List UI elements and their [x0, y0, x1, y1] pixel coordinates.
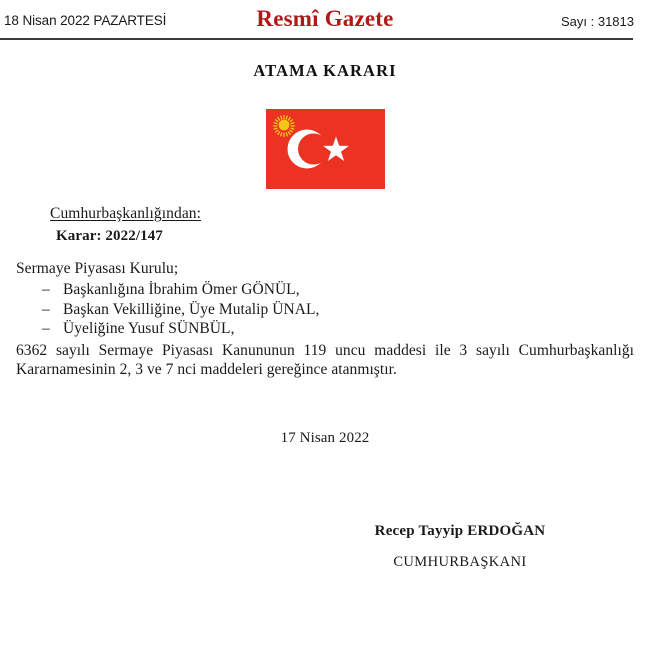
sun-emblem-icon — [273, 116, 294, 137]
flag-graphic — [266, 109, 385, 189]
page-title: ATAMA KARARI — [253, 61, 397, 80]
masthead — [0, 0, 650, 40]
issuing-authority: Cumhurbaşkanlığından: — [50, 205, 202, 222]
list-item-label: Başkan Vekilliğine, Üye Mutalip ÜNAL, — [63, 300, 320, 318]
turkish-flag-icon — [266, 109, 385, 189]
list-item — [16, 300, 634, 320]
dash-bullet: – — [42, 281, 50, 298]
masthead-divider — [0, 38, 633, 40]
list-item-label: Üyeliğine Yusuf SÜNBÜL, — [63, 320, 235, 337]
gazette-title: Resmî Gazete — [256, 6, 394, 31]
legal-basis-paragraph: 6362 sayılı Sermaye Piyasası Kanununun 119 uncu maddesi ile 3 sayılı Cumhurbaşkanlığı Kararnamesinin 2, 3 ve 7 nci maddeleri gereğince atanmıştır. — [16, 341, 634, 378]
dash-bullet: – — [42, 300, 50, 318]
signatory-title: CUMHURBAŞKANI — [393, 553, 527, 570]
list-item — [16, 280, 634, 300]
document-body — [0, 205, 650, 571]
subject-institution: Sermaye Piyasası Kurulu; — [16, 260, 179, 277]
decision-number: Karar: 2022/147 — [56, 228, 163, 244]
signatory-name: Recep Tayyip ERDOĞAN — [374, 522, 546, 539]
signature-block — [16, 523, 634, 571]
appointment-list — [16, 280, 634, 339]
flag-container — [0, 109, 650, 189]
signing-date: 17 Nisan 2022 — [280, 429, 370, 446]
issue-number: Sayı : 31813 — [561, 14, 634, 29]
list-item — [16, 319, 634, 339]
dash-bullet: – — [42, 320, 50, 337]
publication-date: 18 Nisan 2022 PAZARTESİ — [4, 13, 167, 28]
list-item-label: Başkanlığına İbrahim Ömer GÖNÜL, — [63, 281, 300, 298]
